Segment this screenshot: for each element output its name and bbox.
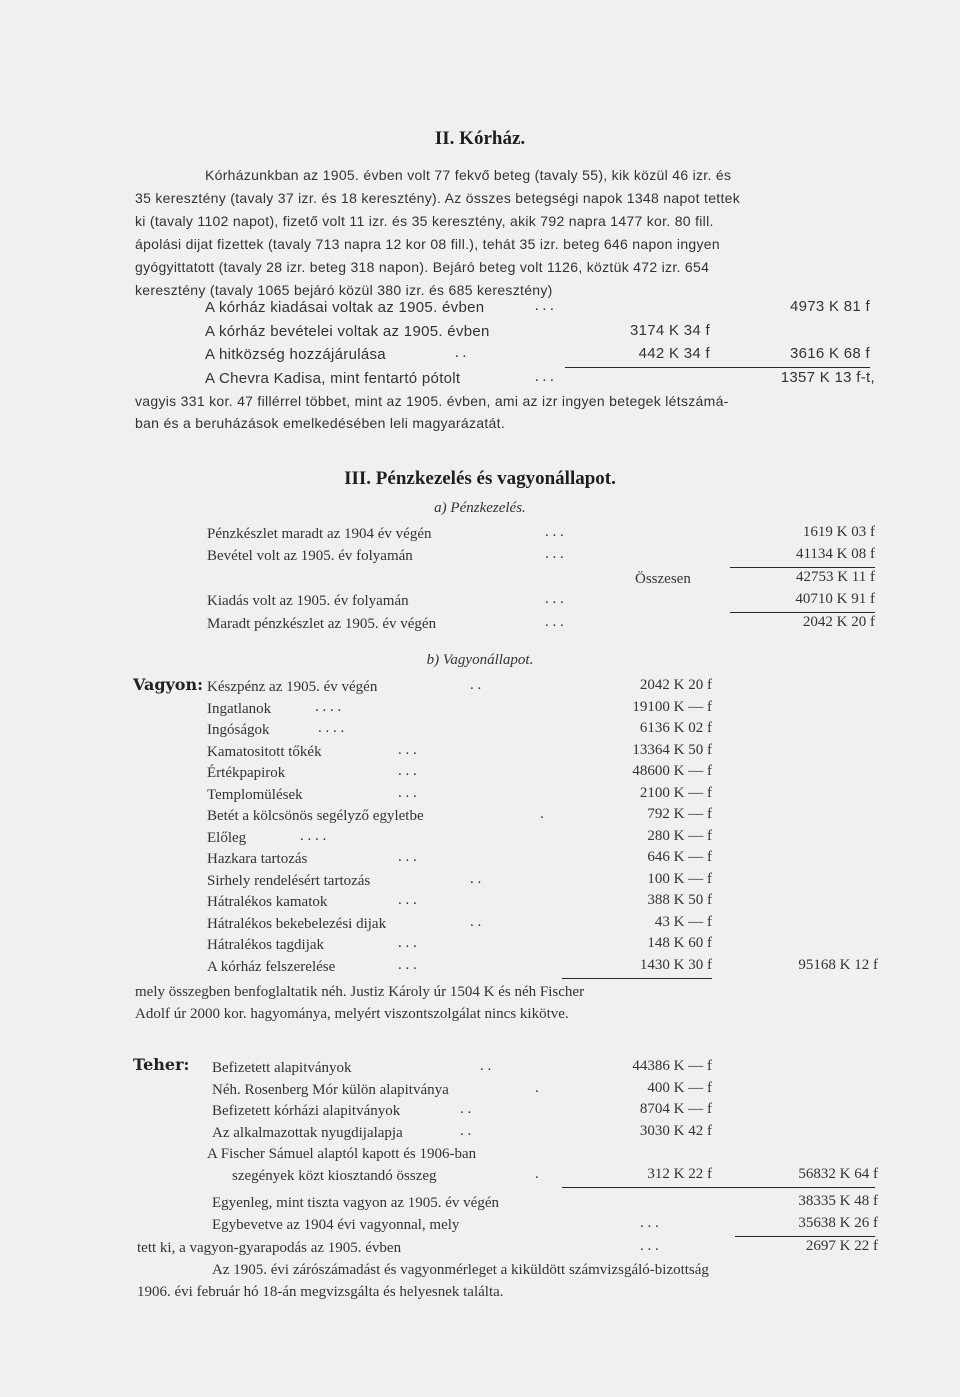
egyenleg-label: Egyenleg, mint tiszta vagyon az 1905. év végén: [212, 1195, 499, 1211]
vagyon-row-label: A kórház felszerelése: [207, 959, 336, 975]
vagyon-row-amount: 280 K — f: [647, 828, 712, 844]
teher-row-label: Az alkalmazottak nyugdijalapja: [212, 1125, 403, 1141]
egybevetve-label: Egybevetve az 1904 évi vagyonnal, mely: [212, 1217, 460, 1233]
egybevetve-total: 35638 K 26 f: [798, 1215, 878, 1231]
closing-line: ban és a beruházások emelkedésében leli magyarázatát.: [135, 415, 506, 431]
paragraph-line: keresztény (tavaly 1065 bejáró közül 380 izr. és 685 keresztény): [135, 282, 553, 298]
leader-dots: . . .: [398, 785, 417, 801]
section-2-title: II. Kórház.: [434, 128, 526, 149]
leader-dots: . . . .: [315, 699, 342, 715]
vagyon-row-amount: 43 K — f: [654, 914, 712, 930]
leader-dots: . .: [470, 871, 482, 887]
sum-rule: [735, 1236, 875, 1237]
vagyon-row-amount: 792 K — f: [647, 806, 712, 822]
leader-dots: . . .: [545, 546, 564, 562]
leader-dots: . .: [460, 1101, 472, 1117]
vagyon-row-amount: 2100 K — f: [639, 785, 712, 801]
sum-rule: [565, 367, 870, 368]
paragraph-line: gyógyittatott (tavaly 28 izr. beteg 318 napon). Bejáró beteg volt 1126, köztük 472 izr. 654: [135, 259, 710, 275]
penzkeszlet-label: Pénzkészlet maradt az 1904 év végén: [207, 526, 432, 542]
chevra-label: A Chevra Kadisa, mint fentartó pótolt: [205, 370, 461, 387]
vagyon-row-label: Kamatositott tőkék: [207, 744, 322, 760]
subsection-b-title: b) Vagyonállapot.: [426, 652, 534, 668]
leader-dots: .: [535, 1080, 539, 1096]
osszesen-label: Összesen: [635, 571, 691, 587]
leader-dots: . . .: [640, 1215, 659, 1231]
vagyon-row-amount: 6136 K 02 f: [639, 720, 712, 736]
bevetelei-amount: 3174 K 34 f: [629, 322, 710, 339]
final-line: Az 1905. évi zárószámadást és vagyonmérleget a kiküldött számvizsgáló-bizottság: [212, 1262, 709, 1278]
kiadas-label: Kiadás volt az 1905. év folyamán: [207, 593, 409, 609]
hozzajarulas-label: A hitközség hozzájárulása: [205, 346, 386, 363]
leader-dots: . .: [460, 1123, 472, 1139]
kiadasai-label: A kórház kiadásai voltak az 1905. évben: [205, 299, 485, 316]
maradt-total: 2042 K 20 f: [802, 614, 875, 630]
maradt-label: Maradt pénzkészlet az 1905. év végén: [207, 616, 437, 632]
vagyon-row-amount: 1430 K 30 f: [639, 957, 712, 973]
penzkeszlet-total: 1619 K 03 f: [802, 524, 875, 540]
paragraph-line: 35 keresztény (tavaly 37 izr. és 18 keresztény). Az összes betegségi napok 1348 napot tettek: [135, 190, 741, 206]
vagyon-row-amount: 148 K 60 f: [647, 935, 712, 951]
vagyon-row-amount: 48600 K — f: [632, 763, 712, 779]
vagyon-row-label: Templomülések: [207, 787, 303, 803]
subsection-a-title: a) Pénzkezelés.: [434, 500, 526, 516]
kiadas-total: 40710 K 91 f: [795, 591, 875, 607]
teher-row-amount: 400 K — f: [647, 1080, 712, 1096]
vagyon-row-amount: 2042 K 20 f: [639, 677, 712, 693]
vagyon-row-amount: 13364 K 50 f: [632, 742, 712, 758]
leader-dots: . . .: [545, 524, 564, 540]
leader-dots: . . .: [545, 614, 564, 630]
gyarapodas-total: 2697 K 22 f: [805, 1238, 878, 1254]
vagyon-row-label: Hátralékos tagdijak: [207, 937, 325, 953]
teher-row-label: Befizetett alapitványok: [212, 1060, 352, 1076]
leader-dots: . . .: [398, 763, 417, 779]
chevra-total: 1357 K 13 f-t,: [780, 369, 875, 386]
sum-rule: [730, 567, 875, 568]
bevetel-total: 41134 K 08 f: [795, 546, 875, 562]
leader-dots: . . .: [398, 935, 417, 951]
vagyon-row-label: Hátralékos kamatok: [207, 894, 328, 910]
leader-dots: . .: [455, 345, 467, 361]
egyenleg-total: 38335 K 48 f: [798, 1193, 878, 1209]
vagyon-row-label: Ingóságok: [207, 722, 270, 738]
paragraph-line: ápolási dijat fizettek (tavaly 713 napra 12 kor 08 fill.), tehát 35 izr. beteg 646 napon ingyen: [135, 236, 720, 252]
teher-row-label: Befizetett kórházi alapitványok: [212, 1103, 401, 1119]
fischer-note-line: mely összegben benfoglaltatik néh. Justiz Károly úr 1504 K és néh Fischer: [135, 984, 585, 1000]
vagyon-row-amount: 388 K 50 f: [647, 892, 712, 908]
paragraph-line: Kórházunkban az 1905. évben volt 77 fekvő beteg (tavaly 55), kik közül 46 izr. és: [205, 167, 732, 183]
leader-dots: . . . .: [300, 828, 327, 844]
teher-row-label: szegények közt kiosztandó összeg: [232, 1168, 437, 1184]
sum-rule: [562, 1187, 875, 1188]
sum-rule: [562, 978, 712, 979]
leader-dots: . . .: [535, 369, 554, 385]
fischer-note-line: Adolf úr 2000 kor. hagyományа, melyért viszontszolgálat nincs kikötve.: [135, 1006, 569, 1022]
gyarapodas-label: tett ki, a vagyon-gyarapodás az 1905. évben: [137, 1240, 402, 1256]
leader-dots: . . .: [640, 1238, 659, 1254]
leader-dots: .: [535, 1166, 539, 1182]
vagyon-row-amount: 646 K — f: [647, 849, 712, 865]
bevetel-label: Bevétel volt az 1905. év folyamán: [207, 548, 413, 564]
osszesen-total: 42753 K 11 f: [795, 569, 875, 585]
teher-row-amount: 8704 K — f: [639, 1101, 712, 1117]
paragraph-line: ki (tavaly 1102 napot), fizető volt 11 izr. és 35 keresztény, akik 792 napra 1477 kor. 80 fill.: [135, 213, 714, 229]
vagyon-row-label: Értékpapirok: [207, 765, 286, 781]
final-line: 1906. évi február hó 18-án megvizsgálta és helyesnek találta.: [137, 1284, 504, 1300]
hozzajarulas-amount: 442 K 34 f: [638, 345, 710, 362]
leader-dots: . . .: [398, 742, 417, 758]
leader-dots: . .: [470, 677, 482, 693]
vagyon-row-amount: 19100 K — f: [632, 699, 712, 715]
vagyon-total: 95168 K 12 f: [798, 957, 878, 973]
leader-dots: . .: [470, 914, 482, 930]
sum-rule: [730, 612, 875, 613]
vagyon-row-label: Ingatlanok: [207, 701, 272, 717]
vagyon-row-label: Hátralékos bekebelezési dijak: [207, 916, 387, 932]
kiadasai-total: 4973 K 81 f: [789, 298, 870, 315]
leader-dots: . . .: [535, 298, 554, 314]
leader-dots: . . .: [398, 892, 417, 908]
vagyon-row-amount: 100 K — f: [647, 871, 712, 887]
vagyon-row-label: Készpénz az 1905. év végén: [207, 679, 378, 695]
leader-dots: . . . .: [318, 720, 345, 736]
teher-row-amount: 312 K 22 f: [647, 1166, 712, 1182]
hozzajarulas-total: 3616 K 68 f: [789, 345, 870, 362]
leader-dots: . . .: [398, 849, 417, 865]
teher-row-label: Néh. Rosenberg Mór külön alapitványa: [212, 1082, 449, 1098]
leader-dots: . .: [480, 1058, 492, 1074]
vagyon-row-label: Betét a kölcsönös segélyző egyletbe: [207, 808, 424, 824]
vagyon-row-label: Előleg: [207, 830, 247, 846]
vagyon-row-label: Hazkara tartozás: [207, 851, 308, 867]
leader-dots: . . .: [398, 957, 417, 973]
section-3-title: III. Pénzkezelés és vagyonállapot.: [344, 468, 616, 489]
teher-row-label: A Fischer Sámuel alaptól kapott és 1906-ban: [207, 1146, 477, 1162]
teher-row-amount: 3030 K 42 f: [639, 1123, 712, 1139]
leader-dots: . . .: [545, 591, 564, 607]
teher-row-amount: 44386 K — f: [632, 1058, 712, 1074]
closing-line: vagyis 331 kor. 47 fillérrel többet, mint az 1905. évben, ami az izr ingyen betegek létszámá-: [135, 393, 729, 409]
teher-label: Teher:: [133, 1055, 190, 1074]
teher-total: 56832 K 64 f: [798, 1166, 878, 1182]
vagyon-row-label: Sirhely rendelésért tartozás: [207, 873, 371, 889]
vagyon-label: Vagyon:: [133, 675, 204, 694]
bevetelei-label: A kórház bevételei voltak az 1905. évben: [205, 323, 490, 340]
leader-dots: .: [540, 806, 544, 822]
